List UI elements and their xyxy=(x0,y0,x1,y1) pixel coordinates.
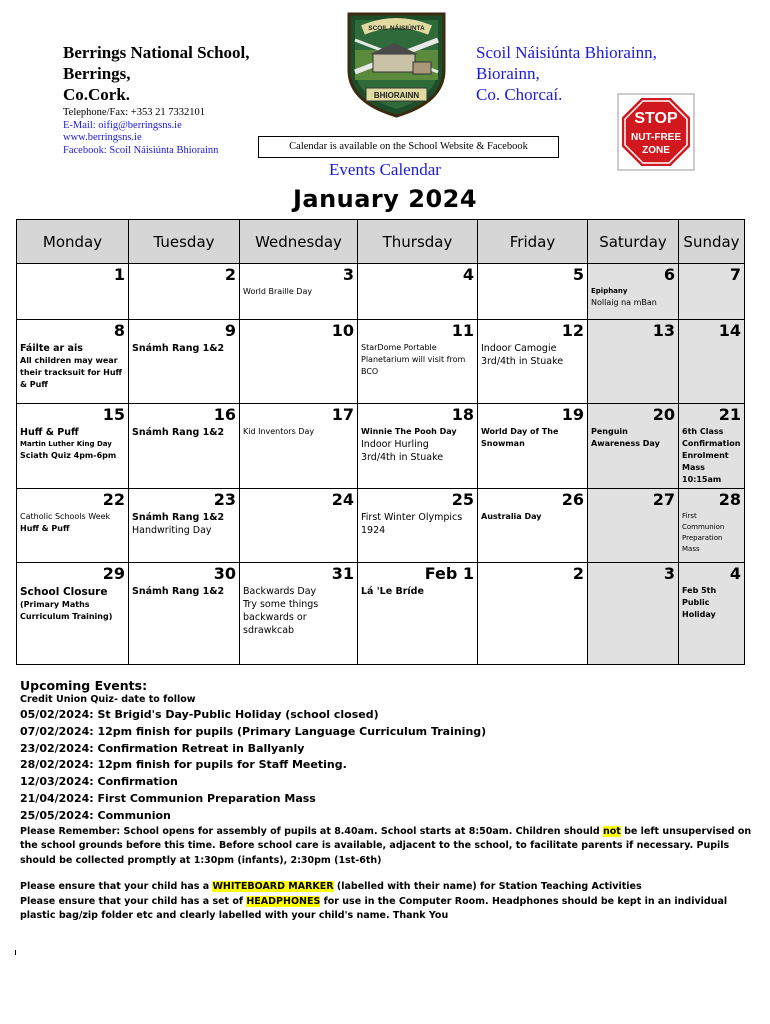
calendar-event: First Communion Preparation Mass xyxy=(682,512,725,553)
day-number: 27 xyxy=(652,490,675,509)
highlight-whiteboard-marker: WHITEBOARD MARKER xyxy=(212,881,334,893)
remember-note xyxy=(20,825,760,869)
upcoming-events-list xyxy=(20,707,760,825)
upcoming-events-section xyxy=(20,678,760,924)
highlight-headphones: HEADPHONES xyxy=(246,895,321,907)
upcoming-events-heading: Upcoming Events: xyxy=(20,678,148,693)
day-number: 31 xyxy=(331,564,354,583)
day-number: 10 xyxy=(331,321,354,340)
school-name-en-line: Berrings, xyxy=(63,64,131,83)
day-number: 30 xyxy=(213,564,236,583)
calendar-day-cell xyxy=(679,489,745,563)
calendar-event: 3rd/4th in Stuake xyxy=(481,356,564,367)
calendar-day-cell xyxy=(17,264,129,320)
headphones-text-cont: for use in the Computer Room. Headphones should be kept in an individual plastic bag/zip folder etc and clearly labelled with your child's name. Thank You xyxy=(20,895,728,922)
calendar-event: Indoor Camogie xyxy=(481,343,557,354)
school-name-en-line: Co.Cork. xyxy=(63,85,131,104)
day-number: 18 xyxy=(451,405,474,424)
day-number: 15 xyxy=(102,405,125,424)
calendar-week-row xyxy=(17,404,745,489)
day-number: 8 xyxy=(113,321,125,340)
calendar-day-cell xyxy=(358,404,478,489)
upcoming-event-item: 23/02/2024: Confirmation Retreat in Ballyanly xyxy=(20,741,305,755)
calendar-day-cell xyxy=(588,563,679,665)
calendar-day-cell xyxy=(17,563,129,665)
weekday-header: Thursday xyxy=(358,220,478,264)
day-number: 1 xyxy=(113,265,125,284)
upcoming-event-item: 28/02/2024: 12pm finish for pupils for Staff Meeting. xyxy=(20,758,347,772)
calendar-day-cell xyxy=(588,404,679,489)
calendar-event: Backwards Day xyxy=(243,586,317,597)
page-margin-mark xyxy=(15,950,16,955)
day-number: 17 xyxy=(331,405,354,424)
calendar-week-row xyxy=(17,320,745,404)
nut-free-text: NUT-FREE xyxy=(631,132,681,143)
calendar-day-cell xyxy=(129,404,240,489)
calendar-event: Epiphany xyxy=(591,287,628,295)
credit-union-quiz-note: Credit Union Quiz- date to follow xyxy=(20,694,196,705)
calendar-day-cell xyxy=(240,320,358,404)
school-name-ga-line: Co. Chorcaí. xyxy=(476,85,563,104)
calendar-day-cell xyxy=(358,320,478,404)
calendar-day-cell xyxy=(240,563,358,665)
day-number: 3 xyxy=(663,564,675,583)
weekday-header: Saturday xyxy=(588,220,679,264)
headphones-note xyxy=(20,895,760,924)
calendar-event: First Winter Olympics 1924 xyxy=(361,512,463,536)
day-number: 19 xyxy=(561,405,584,424)
calendar-event: Lá 'Le Bríde xyxy=(361,586,424,597)
calendar-day-cell xyxy=(17,320,129,404)
calendar-day-cell xyxy=(588,489,679,563)
upcoming-event-item: 05/02/2024: St Brigid's Day-Public Holiday (school closed) xyxy=(20,708,379,721)
day-number: 29 xyxy=(102,564,125,583)
weekday-header: Wednesday xyxy=(240,220,358,264)
calendar-event: (Primary Maths Curriculum Training) xyxy=(20,600,113,621)
calendar-day-cell xyxy=(478,264,588,320)
weekday-header-row xyxy=(17,220,745,264)
day-number: 2 xyxy=(224,265,236,284)
calendar-day-cell xyxy=(240,489,358,563)
calendar-event: Huff & Puff xyxy=(20,524,70,533)
facebook-link[interactable]: Facebook: Scoil Náisiúnta Bhiorainn xyxy=(63,144,219,156)
whiteboard-text-cont: (labelled with their name) for Station Teaching Activities xyxy=(333,881,642,893)
calendar-day-cell xyxy=(679,264,745,320)
calendar-day-cell xyxy=(129,320,240,404)
calendar-day-cell xyxy=(478,563,588,665)
day-number: 12 xyxy=(561,321,584,340)
day-number: 5 xyxy=(572,265,584,284)
calendar-day-cell xyxy=(358,563,478,665)
calendar-event: 3rd/4th in Stuake xyxy=(361,452,444,463)
telephone-text: Telephone/Fax: +353 21 7332101 xyxy=(63,107,205,118)
day-number: 28 xyxy=(718,490,741,509)
calendar-day-cell xyxy=(17,489,129,563)
calendar-event: Fáilte ar ais xyxy=(20,343,83,354)
day-number: 24 xyxy=(331,490,354,509)
upcoming-event-item: 07/02/2024: 12pm finish for pupils (Primary Language Curriculum Training) xyxy=(20,724,487,738)
calendar-grid xyxy=(16,219,745,665)
calendar-event: Penguin Awareness Day xyxy=(591,427,660,448)
zone-text: ZONE xyxy=(642,145,670,156)
calendar-day-cell xyxy=(129,563,240,665)
whiteboard-note xyxy=(20,880,760,895)
day-number: 6 xyxy=(663,265,675,284)
stop-text: STOP xyxy=(634,110,678,127)
calendar-event: Indoor Hurling xyxy=(361,439,429,450)
events-calendar-title: Events Calendar xyxy=(329,160,441,179)
school-name-ga-line: Scoil Náisiúnta Bhiorainn, xyxy=(476,43,657,62)
highlight-not: not xyxy=(602,825,621,837)
whiteboard-text: Please ensure that your child has a xyxy=(20,881,213,893)
calendar-event: Handwriting Day xyxy=(132,525,212,536)
calendar-day-cell xyxy=(478,320,588,404)
calendar-event: Snámh Rang 1&2 xyxy=(132,427,225,438)
day-number: 13 xyxy=(652,321,675,340)
calendar-event: Nollaig na mBan xyxy=(591,298,657,307)
calendar-day-cell xyxy=(17,404,129,489)
calendar-day-cell xyxy=(129,489,240,563)
calendar-event: Winnie The Pooh Day xyxy=(361,427,457,436)
day-number: 26 xyxy=(561,490,584,509)
calendar-day-cell xyxy=(478,404,588,489)
weekday-header: Tuesday xyxy=(129,220,240,264)
headphones-text: Please ensure that your child has a set of xyxy=(20,895,247,907)
calendar-day-cell xyxy=(358,489,478,563)
day-number: 20 xyxy=(652,405,675,424)
school-name-ga-line: Biorainn, xyxy=(476,64,540,83)
calendar-day-cell xyxy=(679,563,745,665)
day-number: 4 xyxy=(462,265,474,284)
crest-top-text: SCOIL NÁISIÚNTA xyxy=(368,25,425,32)
day-number: 14 xyxy=(718,321,741,340)
calendar-event: Snámh Rang 1&2 xyxy=(132,512,225,523)
school-name-en xyxy=(63,42,250,105)
day-number: 2 xyxy=(572,564,584,583)
school-crest-logo xyxy=(343,10,450,120)
calendar-day-cell xyxy=(588,264,679,320)
contact-block xyxy=(63,107,218,157)
calendar-event: Kid Inventors Day xyxy=(243,427,315,436)
calendar-day-cell xyxy=(358,264,478,320)
calendar-event: 6th Class Confirmation Enrolment Mass 10:15am xyxy=(682,427,741,484)
day-number: 11 xyxy=(451,321,474,340)
calendar-event: Sciath Quiz 4pm-6pm xyxy=(20,451,117,460)
website-link[interactable]: www.berringsns.ie xyxy=(63,132,142,143)
calendar-day-cell xyxy=(240,264,358,320)
day-number: 9 xyxy=(224,321,236,340)
day-number: 7 xyxy=(729,265,741,284)
calendar-week-row xyxy=(17,264,745,320)
day-number: 23 xyxy=(213,490,236,509)
remember-text-cont: be left unsupervised on the school grounds before this time. Before school care is available, adjacent to the school, to facilitate parents if necessary. Pupils should be collected promptly at 1:30pm (infants), 2:30pm (1st-6th) xyxy=(20,825,752,866)
month-title: January 2024 xyxy=(292,185,478,213)
calendar-day-cell xyxy=(129,264,240,320)
calendar-event: Australia Day xyxy=(481,512,542,521)
calendar-event: Martin Luther King Day xyxy=(20,440,112,448)
calendar-day-cell xyxy=(240,404,358,489)
weekday-header: Sunday xyxy=(679,220,745,264)
calendar-day-cell xyxy=(679,404,745,489)
day-number: 22 xyxy=(102,490,125,509)
crest-bottom-text: BHIORAINN xyxy=(373,91,420,100)
day-number: 16 xyxy=(213,405,236,424)
school-name-en-line: Berrings National School, xyxy=(63,43,250,62)
calendar-day-cell xyxy=(478,489,588,563)
day-number: 25 xyxy=(451,490,474,509)
calendar-week-row xyxy=(17,489,745,563)
calendar-event: School Closure xyxy=(20,586,108,598)
day-number: Feb 1 xyxy=(424,564,474,583)
email-link[interactable]: E-Mail: oifig@berringsns.ie xyxy=(63,119,182,131)
weekday-header: Friday xyxy=(478,220,588,264)
calendar-event: Huff & Puff xyxy=(20,427,79,438)
day-number: 3 xyxy=(342,265,354,284)
calendar-event: Feb 5th Public Holiday xyxy=(682,586,717,619)
remember-text: Please Remember: School opens for assembly of pupils at 8.40am. School starts at 8:50am. Children should xyxy=(20,825,603,837)
day-number: 4 xyxy=(729,564,741,583)
calendar-day-cell xyxy=(679,320,745,404)
upcoming-event-item: 25/05/2024: Communion xyxy=(20,808,171,822)
upcoming-event-item: 21/04/2024: First Communion Preparation Mass xyxy=(20,791,316,805)
calendar-body xyxy=(17,264,745,665)
calendar-day-cell xyxy=(588,320,679,404)
calendar-week-row xyxy=(17,563,745,665)
calendar-event: All children may wear their tracksuit for Huff & Puff xyxy=(20,356,123,389)
calendar-availability-note: Calendar is available on the School Website & Facebook xyxy=(258,136,559,158)
calendar-event: Catholic Schools Week xyxy=(20,512,111,521)
calendar-event: Snámh Rang 1&2 xyxy=(132,586,225,597)
day-number: 21 xyxy=(718,405,741,424)
calendar-event: Snámh Rang 1&2 xyxy=(132,343,225,354)
calendar-event: World Day of The Snowman xyxy=(481,427,559,448)
upcoming-event-item: 12/03/2024: Confirmation xyxy=(20,775,178,789)
calendar-event: World Braille Day xyxy=(243,287,313,296)
calendar-event: StarDome Portable Planetarium will visit from BCO xyxy=(361,343,466,376)
calendar-event: Try some things backwards or sdrawkcab xyxy=(243,599,319,636)
weekday-header: Monday xyxy=(17,220,129,264)
